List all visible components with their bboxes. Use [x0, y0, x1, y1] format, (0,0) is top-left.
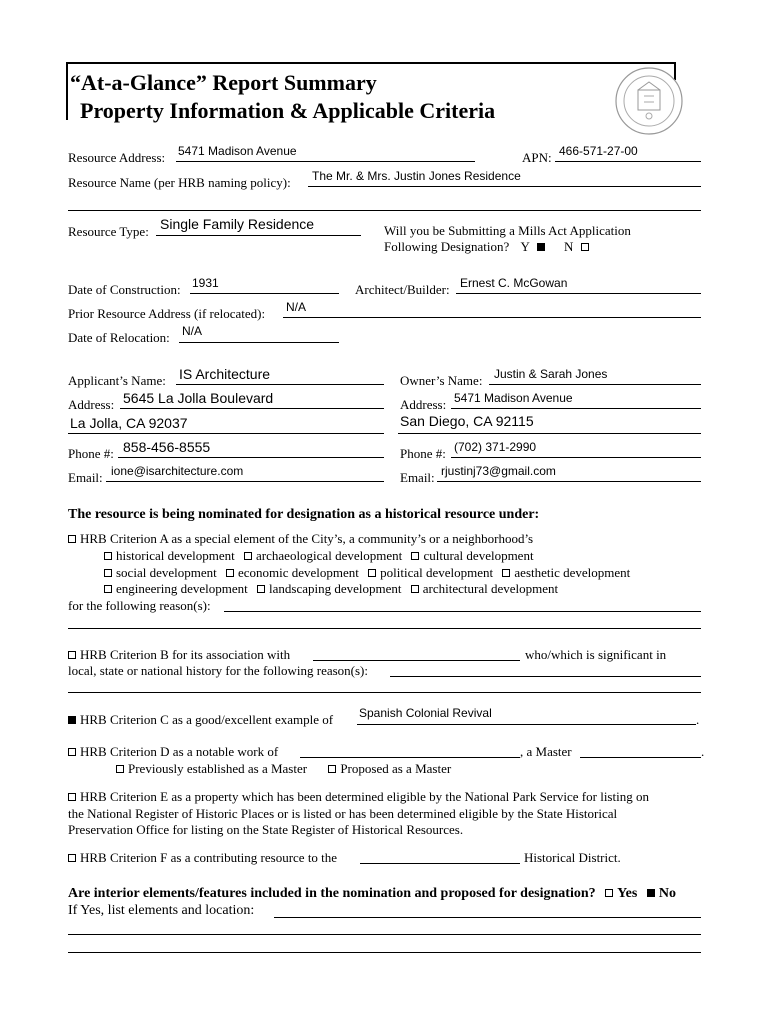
criterion-d-work-line [300, 757, 520, 758]
mills-question-line1: Will you be Submitting a Mills Act Application [384, 223, 631, 238]
landscaping-label: landscaping development [269, 581, 402, 596]
relocation-date-line [179, 342, 339, 343]
resource-name-line [308, 186, 701, 187]
criterion-b [68, 647, 290, 663]
applicant-email-label: Email: [68, 470, 103, 485]
historical-label: historical development [116, 548, 235, 563]
interior-list-label: If Yes, list elements and location: [68, 903, 255, 918]
mills-question-text: Following Designation? [384, 239, 510, 254]
apn-label: APN: [522, 150, 552, 165]
criteria-heading: The resource is being nominated for designation as a historical resource under: [68, 507, 540, 522]
interior-no-label: No [658, 886, 676, 901]
architect-value[interactable]: Ernest C. McGowan [460, 276, 568, 290]
resource-type-value[interactable]: Single Family Residence [160, 216, 315, 232]
criterion-f-district-line [360, 863, 520, 864]
criterion-e-line1: HRB Criterion E as a property which has been determined eligible by the National Park Service for listing on [80, 789, 649, 804]
architectural-checkbox[interactable] [411, 585, 419, 593]
criterion-d-checkbox[interactable] [68, 748, 76, 756]
criterion-b-text: HRB Criterion B for its association with [80, 647, 291, 662]
criterion-c-period: . [696, 712, 700, 727]
architect-line [456, 293, 701, 294]
engineering-label: engineering development [116, 581, 248, 596]
previously-master-label: Previously established as a Master [128, 761, 308, 776]
mills-yes-checkbox[interactable] [537, 243, 545, 251]
criterion-f [68, 850, 337, 866]
owner-address-line1-value[interactable]: 5471 Madison Avenue [454, 391, 573, 405]
proposed-master-label: Proposed as a Master [340, 761, 452, 776]
owner-phone-label: Phone #: [400, 446, 446, 461]
cultural-checkbox[interactable] [411, 552, 419, 560]
criterion-a-text: HRB Criterion A as a special element of the City’s, a community’s or a neighborhood’s [80, 531, 534, 546]
criterion-f-tail: Historical District. [524, 850, 621, 865]
owner-address-line [451, 408, 701, 409]
economic-label: economic development [237, 565, 359, 580]
applicant-phone-line [118, 457, 384, 458]
resource-name-line2 [68, 210, 701, 211]
header-left-rule [66, 62, 68, 120]
resource-name-label: Resource Name (per HRB naming policy): [68, 175, 291, 190]
criterion-c [68, 712, 333, 728]
resource-address-line [176, 161, 475, 162]
criterion-c-checkbox[interactable] [68, 716, 76, 724]
criterion-d-master-line [580, 757, 701, 758]
owner-email-value[interactable]: rjustinj73@gmail.com [441, 464, 556, 478]
page-title-line1: “At-a-Glance” Report Summary [70, 70, 377, 95]
criterion-a-options-row3 [104, 581, 558, 597]
applicant-name-line [176, 384, 384, 385]
owner-phone-value[interactable]: (702) 371-2990 [454, 440, 537, 454]
resource-name-value[interactable]: The Mr. & Mrs. Justin Jones Residence [312, 169, 521, 183]
applicant-phone-value[interactable]: 858-456-8555 [123, 439, 211, 455]
criterion-c-line [357, 724, 696, 725]
relocation-date-value[interactable]: N/A [182, 324, 203, 338]
criterion-c-value[interactable]: Spanish Colonial Revival [359, 706, 492, 720]
applicant-email-value[interactable]: ione@isarchitecture.com [111, 464, 244, 478]
applicant-address-label: Address: [68, 397, 115, 412]
social-checkbox[interactable] [104, 569, 112, 577]
applicant-address-line1-value[interactable]: 5645 La Jolla Boulevard [123, 390, 274, 406]
historical-checkbox[interactable] [104, 552, 112, 560]
criterion-f-text: HRB Criterion F as a contributing resource to the [80, 850, 338, 865]
interior-list-line [274, 917, 701, 918]
apn-line [555, 161, 701, 162]
interior-yes-label: Yes [617, 886, 638, 901]
criterion-b-reasons-line [390, 676, 701, 677]
resource-address-label: Resource Address: [68, 150, 166, 165]
mills-question-line2 [384, 239, 593, 255]
aesthetic-label: aesthetic development [514, 565, 631, 580]
criterion-e-line2: the National Register of Historic Places or is listed or has been determined eligible by the State Historical [68, 806, 618, 821]
criterion-d [68, 744, 278, 760]
prior-address-value[interactable]: N/A [286, 300, 307, 314]
applicant-name-label: Applicant’s Name: [68, 373, 166, 388]
economic-checkbox[interactable] [226, 569, 234, 577]
owner-address-label: Address: [400, 397, 447, 412]
criterion-e-checkbox[interactable] [68, 793, 76, 801]
interior-yes-checkbox[interactable] [605, 889, 613, 897]
political-label: political development [380, 565, 494, 580]
criterion-e [68, 789, 649, 805]
criterion-a-reasons-line [224, 611, 701, 612]
criterion-a [68, 531, 533, 547]
owner-phone-line [451, 457, 701, 458]
aesthetic-checkbox[interactable] [502, 569, 510, 577]
criterion-a-reasons-label: for the following reason(s): [68, 598, 211, 613]
landscaping-checkbox[interactable] [257, 585, 265, 593]
social-label: social development [116, 565, 217, 580]
criterion-a-options-row1 [104, 548, 534, 564]
applicant-address-line [120, 408, 384, 409]
interior-list-line3 [68, 952, 701, 953]
interior-question [68, 886, 676, 902]
criterion-e-line3: Preservation Office for listing on the State Register of Historical Resources. [68, 822, 464, 837]
city-seal-icon [614, 66, 684, 136]
relocation-date-label: Date of Relocation: [68, 330, 170, 345]
prior-address-line [283, 317, 701, 318]
criterion-b-line2: local, state or national history for the following reason(s): [68, 663, 369, 678]
criterion-a-options-row2 [104, 565, 630, 581]
engineering-checkbox[interactable] [104, 585, 112, 593]
applicant-address-line2 [68, 433, 384, 434]
mills-no-checkbox[interactable] [581, 243, 589, 251]
resource-type-line [156, 235, 361, 236]
architect-label: Architect/Builder: [355, 282, 450, 297]
criterion-b-reasons-line2 [68, 692, 701, 693]
resource-type-label: Resource Type: [68, 224, 149, 239]
archaeological-checkbox[interactable] [244, 552, 252, 560]
criterion-f-checkbox[interactable] [68, 854, 76, 862]
applicant-email-line [106, 481, 384, 482]
criterion-d-master-label: , a Master [520, 744, 572, 759]
mills-no-label: N [563, 239, 574, 254]
criterion-b-checkbox[interactable] [68, 651, 76, 659]
construction-date-line [190, 293, 339, 294]
criterion-d-text: HRB Criterion D as a notable work of [80, 744, 279, 759]
construction-date-label: Date of Construction: [68, 282, 181, 297]
owner-name-value[interactable]: Justin & Sarah Jones [494, 367, 608, 381]
architectural-label: architectural development [422, 581, 559, 596]
interior-list-line2 [68, 934, 701, 935]
criterion-a-reasons-line2 [68, 628, 701, 629]
owner-address-line2-value[interactable]: San Diego, CA 92115 [400, 413, 534, 429]
archaeological-label: archaeological development [256, 548, 403, 563]
resource-address-value[interactable]: 5471 Madison Avenue [178, 144, 297, 158]
header-top-rule [66, 62, 676, 64]
criterion-a-checkbox[interactable] [68, 535, 76, 543]
criterion-b-association-line [313, 660, 520, 661]
criterion-b-tail: who/which is significant in [525, 647, 667, 662]
apn-value[interactable]: 466-571-27-00 [559, 144, 638, 158]
criterion-c-text: HRB Criterion C as a good/excellent example of [80, 712, 334, 727]
applicant-address-line2-value[interactable]: La Jolla, CA 92037 [70, 415, 188, 431]
criterion-d-period: . [701, 744, 705, 759]
applicant-name-value[interactable]: IS Architecture [179, 366, 271, 382]
owner-address-line2 [398, 433, 701, 434]
owner-name-line [489, 384, 701, 385]
previously-master-checkbox[interactable] [116, 765, 124, 773]
political-checkbox[interactable] [368, 569, 376, 577]
owner-name-label: Owner’s Name: [400, 373, 483, 388]
construction-date-value[interactable]: 1931 [192, 276, 219, 290]
applicant-phone-label: Phone #: [68, 446, 114, 461]
interior-question-text: Are interior elements/features included in the nomination and proposed for designation? [68, 886, 596, 901]
mills-yes-label: Y [520, 239, 530, 254]
prior-address-label: Prior Resource Address (if relocated): [68, 306, 266, 321]
owner-email-label: Email: [400, 470, 435, 485]
proposed-master-checkbox[interactable] [328, 765, 336, 773]
criterion-d-options [116, 761, 451, 777]
interior-no-checkbox[interactable] [647, 889, 655, 897]
cultural-label: cultural development [423, 548, 534, 563]
owner-email-line [437, 481, 701, 482]
page-title-line2: Property Information & Applicable Criteria [80, 98, 496, 123]
